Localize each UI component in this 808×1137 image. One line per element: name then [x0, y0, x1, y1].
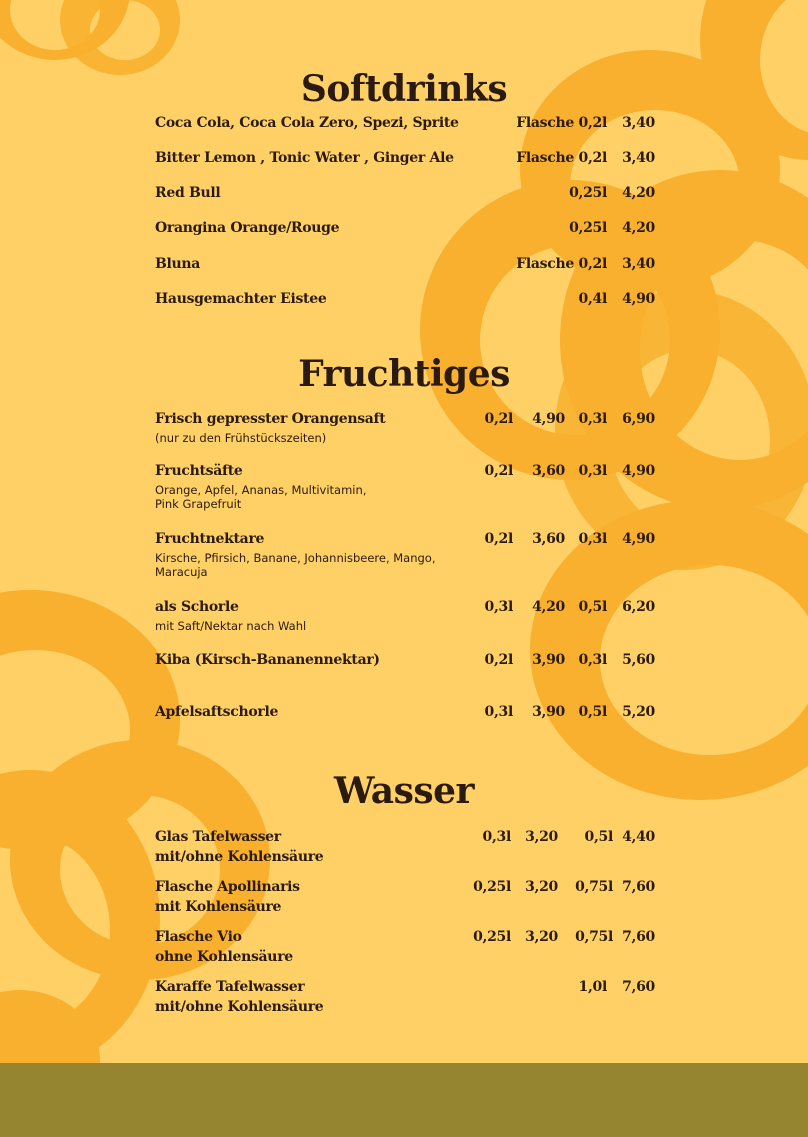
item-price: 5,20 [622, 704, 655, 720]
item-size: 0,3l [578, 411, 607, 427]
item-size: Flasche 0,2l [516, 150, 607, 166]
item-price: 4,20 [532, 599, 565, 615]
section-title-fruchtiges: Fruchtiges [298, 353, 510, 395]
item-size: 0,25l [473, 929, 511, 945]
item-subtitle: ohne Kohlensäure [155, 949, 293, 965]
item-price: 3,60 [532, 463, 565, 479]
menu-item [155, 461, 655, 511]
item-size: 0,5l [578, 704, 607, 720]
item-size: 0,2l [484, 411, 513, 427]
item-name: Flasche Apollinaris [155, 879, 300, 895]
item-size: 0,3l [578, 463, 607, 479]
item-name: Fruchtnektare [155, 531, 265, 547]
item-price: 6,20 [622, 599, 655, 615]
menu-item [155, 827, 655, 867]
item-price: 4,90 [622, 463, 655, 479]
item-size: 0,2l [484, 652, 513, 668]
item-size: 0,2l [484, 531, 513, 547]
item-price: 3,60 [532, 531, 565, 547]
item-name: Glas Tafelwasser [155, 829, 281, 845]
menu-item [155, 877, 655, 917]
menu-item [155, 977, 655, 1017]
item-subtitle: mit/ohne Kohlensäure [155, 849, 324, 865]
item-size: 0,5l [584, 829, 613, 845]
item-size: 0,3l [578, 652, 607, 668]
menu-item [155, 218, 655, 238]
item-price: 3,40 [622, 256, 655, 272]
item-size: 0,3l [482, 829, 511, 845]
section-title-softdrinks: Softdrinks [300, 68, 508, 110]
item-size: 0,3l [578, 531, 607, 547]
item-name: Flasche Vio [155, 929, 242, 945]
item-price: 6,90 [622, 411, 655, 427]
footer-band [0, 1063, 808, 1137]
menu-item [155, 409, 655, 445]
item-size: 0,4l [578, 291, 607, 307]
item-name: Frisch gepresster Orangensaft [155, 411, 386, 427]
item-size: Flasche 0,2l [516, 256, 607, 272]
item-price: 4,20 [622, 220, 655, 236]
menu-item [155, 702, 655, 722]
item-description: (nur zu den Frühstückszeiten) [155, 431, 327, 445]
item-name: Bluna [155, 256, 201, 272]
item-name: Red Bull [155, 185, 221, 201]
menu-item [155, 254, 655, 274]
menu-item [155, 529, 655, 579]
item-price: 4,90 [532, 411, 565, 427]
item-price: 3,90 [532, 652, 565, 668]
item-size: 0,25l [569, 185, 607, 201]
item-name: als Schorle [155, 599, 239, 615]
item-price: 3,40 [622, 115, 655, 131]
item-description [155, 483, 655, 511]
item-description [155, 551, 655, 579]
item-size: 0,75l [575, 929, 613, 945]
menu-item [155, 650, 655, 670]
item-description-line: Maracuja [155, 565, 208, 579]
item-price: 3,20 [525, 879, 558, 895]
item-description-line: Pink Grapefruit [155, 497, 242, 511]
menu-item [155, 183, 655, 203]
item-name: Apfelsaftschorle [155, 704, 279, 720]
item-size: 0,3l [484, 599, 513, 615]
item-price: 3,90 [532, 704, 565, 720]
item-name: Karaffe Tafelwasser [155, 979, 305, 995]
item-price: 4,20 [622, 185, 655, 201]
item-price: 7,60 [622, 879, 655, 895]
section-title-wasser: Wasser [333, 770, 475, 812]
menu-item [155, 289, 655, 309]
item-price: 7,60 [622, 929, 655, 945]
item-price: 4,40 [622, 829, 655, 845]
item-price: 7,60 [622, 979, 655, 995]
item-size: 0,25l [473, 879, 511, 895]
item-price: 4,90 [622, 291, 655, 307]
item-name: Kiba (Kirsch-Bananennektar) [155, 652, 380, 668]
item-name: Bitter Lemon , Tonic Water , Ginger Ale [155, 150, 454, 166]
item-price: 3,40 [622, 150, 655, 166]
item-name: Fruchtsäfte [155, 463, 243, 479]
item-subtitle: mit/ohne Kohlensäure [155, 999, 324, 1015]
item-size: 0,3l [484, 704, 513, 720]
item-size: 0,2l [484, 463, 513, 479]
item-subtitle: mit Kohlensäure [155, 899, 282, 915]
item-name: Orangina Orange/Rouge [155, 220, 340, 236]
item-price: 4,90 [622, 531, 655, 547]
item-description-line: Kirsche, Pfirsich, Banane, Johannisbeere, Mango, [155, 551, 436, 565]
menu-item [155, 597, 655, 633]
menu-item [155, 113, 655, 133]
item-size: 0,25l [569, 220, 607, 236]
menu-item [155, 927, 655, 967]
item-size: 0,75l [575, 879, 613, 895]
item-price: 3,20 [525, 829, 558, 845]
item-name: Hausgemachter Eistee [155, 291, 327, 307]
item-price: 3,20 [525, 929, 558, 945]
item-size: 0,5l [578, 599, 607, 615]
item-description-line: Orange, Apfel, Ananas, Multivitamin, [155, 483, 367, 497]
item-name: Coca Cola, Coca Cola Zero, Spezi, Sprite [155, 115, 459, 131]
menu-item [155, 148, 655, 168]
item-description: mit Saft/Nektar nach Wahl [155, 619, 307, 633]
item-size: 1,0l [578, 979, 607, 995]
item-size: Flasche 0,2l [516, 115, 607, 131]
item-price: 5,60 [622, 652, 655, 668]
